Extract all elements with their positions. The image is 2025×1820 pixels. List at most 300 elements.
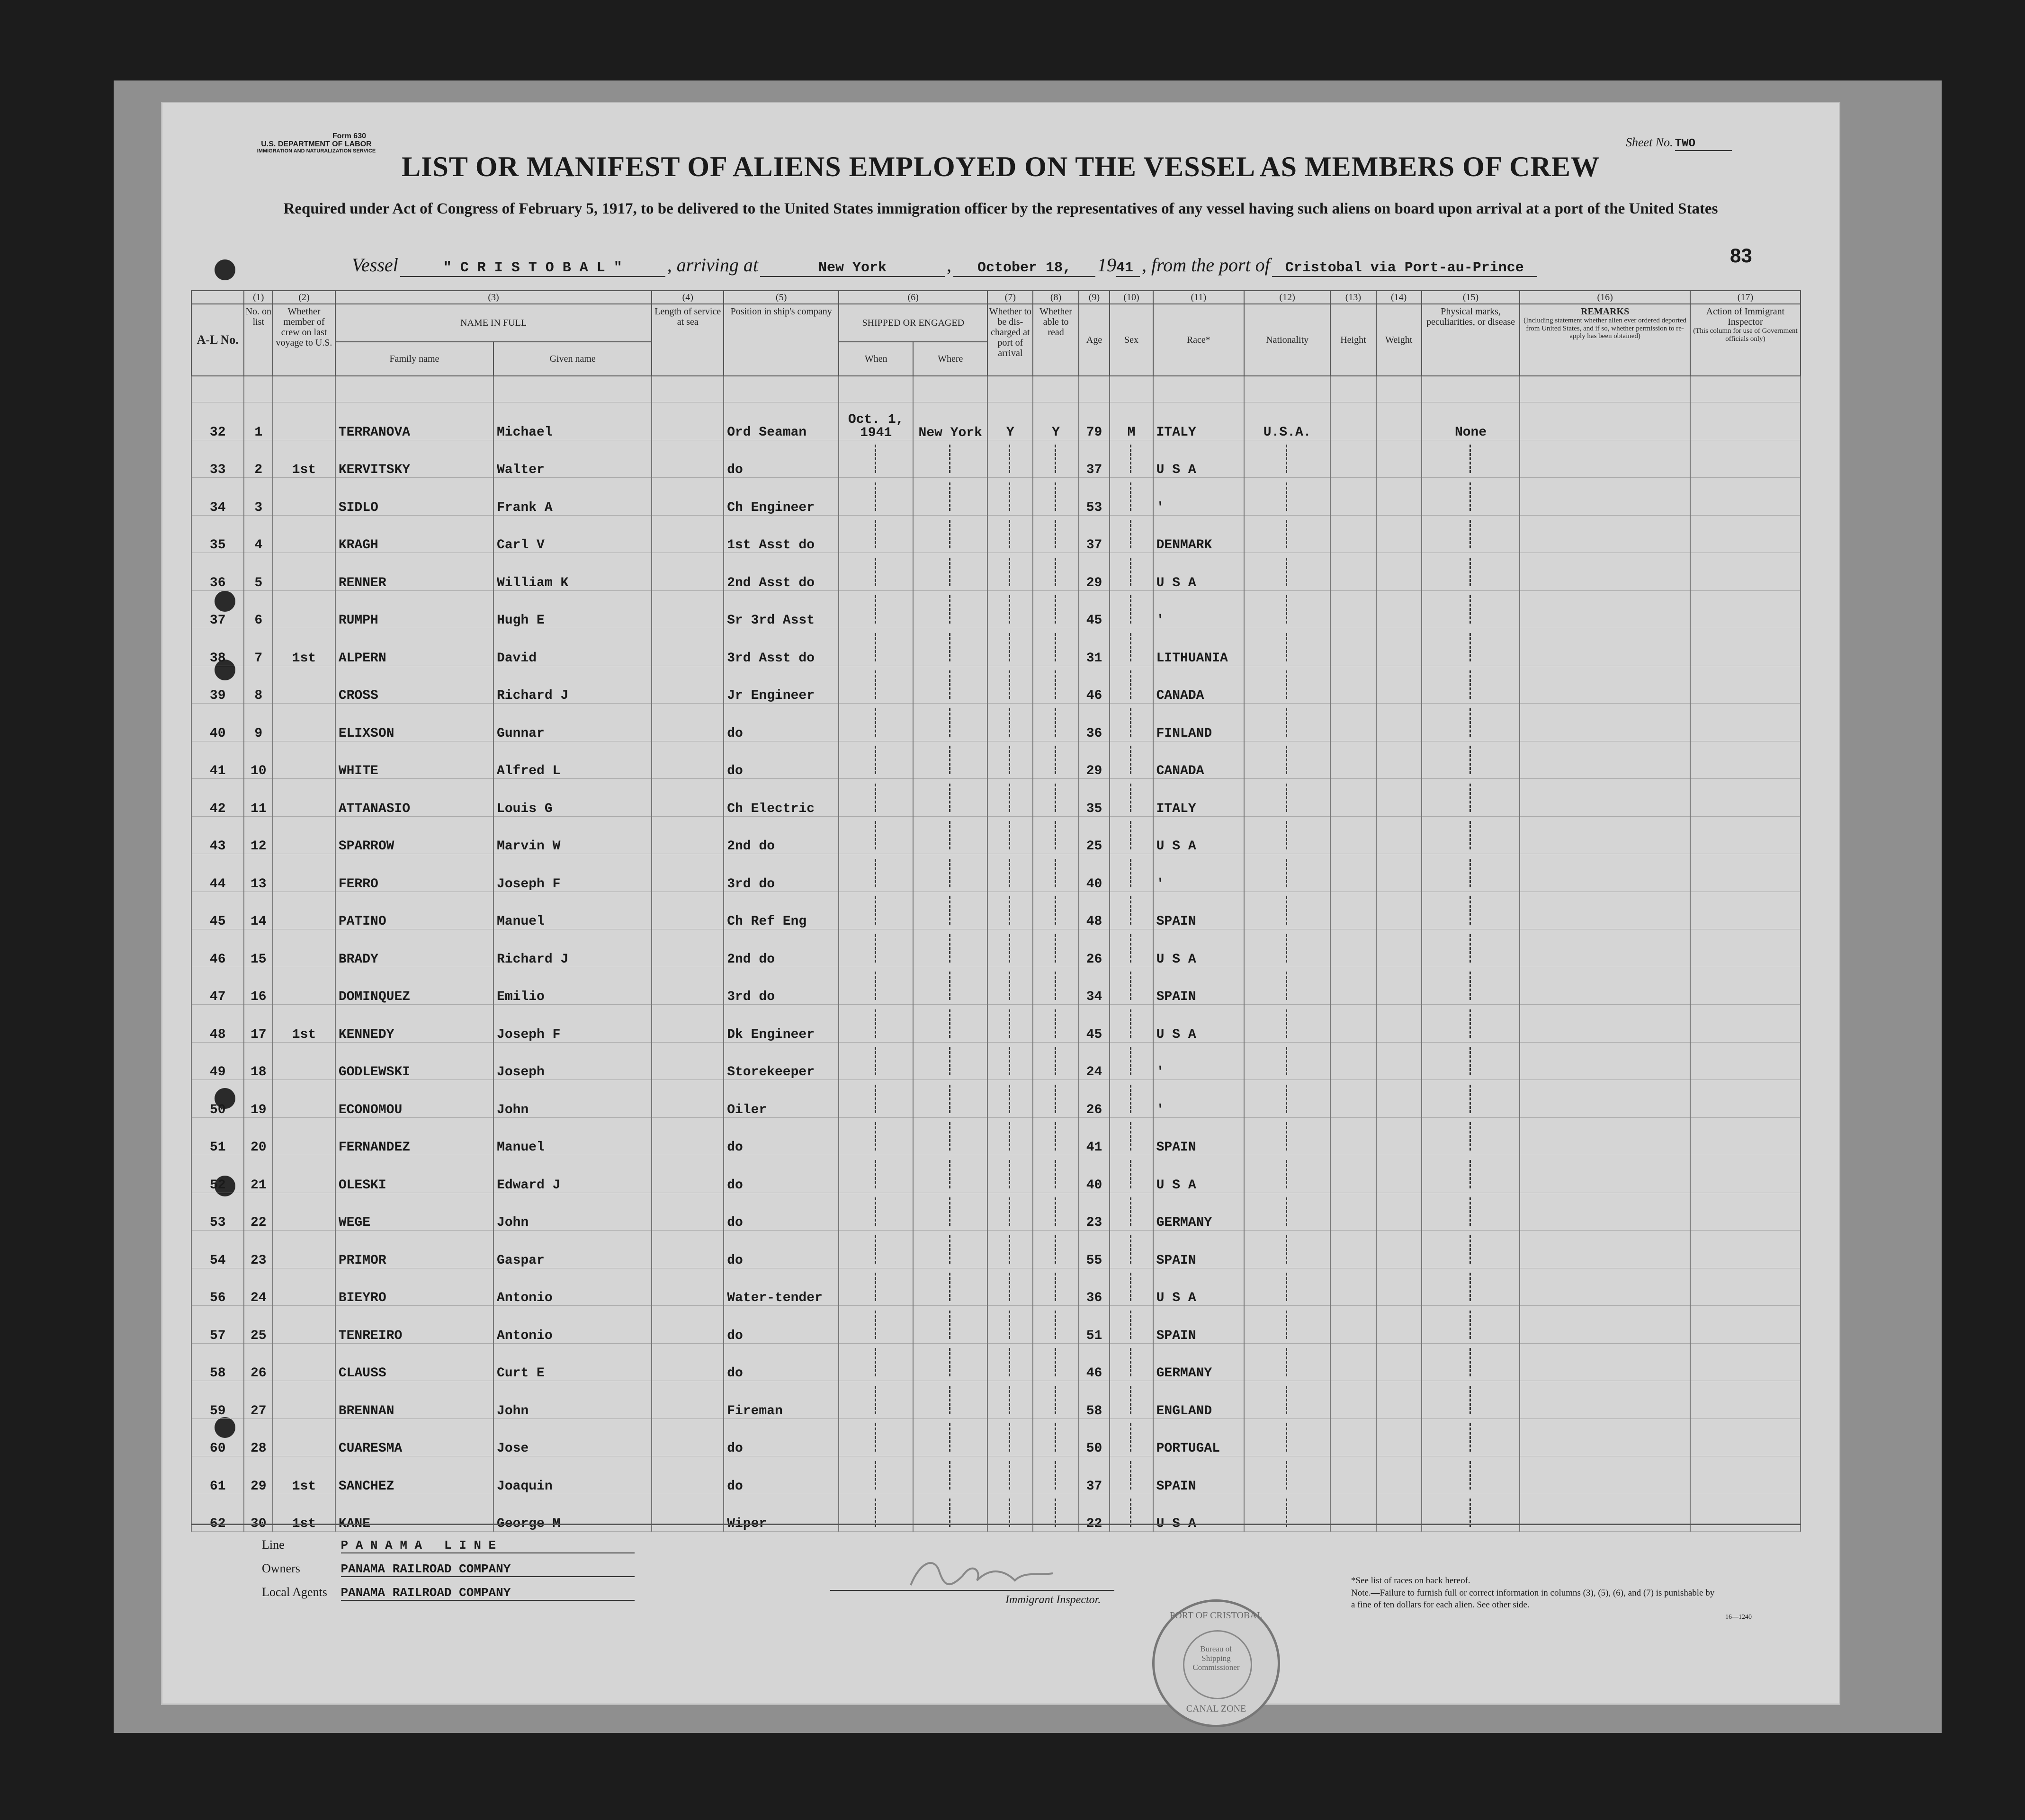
given-name-cell: Frank A — [493, 478, 652, 516]
last-voyage-cell — [273, 816, 335, 854]
sex-cell — [1110, 1268, 1153, 1306]
header-physical: Physical marks, peculiarities, or disease — [1422, 304, 1520, 376]
ditto-mark — [1009, 558, 1012, 586]
list-no-cell: 58 — [191, 1343, 244, 1381]
crew-row — [191, 515, 1801, 553]
where-cell — [913, 1381, 987, 1419]
length-service-cell — [652, 590, 724, 628]
given-name-cell: Louis G — [493, 779, 652, 817]
where-cell — [913, 1419, 987, 1456]
weight-cell — [1376, 1042, 1422, 1080]
ditto-mark — [1130, 1386, 1133, 1414]
inspector-signature — [901, 1543, 1129, 1599]
no-on-list-cell: 15 — [244, 929, 273, 967]
ditto-mark — [1130, 972, 1133, 1000]
list-no-cell: 54 — [191, 1231, 244, 1268]
able-read-cell — [1033, 1117, 1078, 1155]
list-no-cell: 36 — [191, 553, 244, 591]
ditto-mark — [1055, 746, 1057, 774]
given-name-cell: Joaquin — [493, 1456, 652, 1494]
race-cell: U S A — [1153, 553, 1244, 591]
height-cell — [1330, 816, 1376, 854]
nationality-cell — [1244, 1005, 1330, 1043]
crew-row — [191, 590, 1801, 628]
age-cell: 40 — [1079, 1155, 1110, 1193]
remarks-cell — [1520, 666, 1690, 704]
header-where: Where — [913, 342, 987, 376]
race-cell: SPAIN — [1153, 967, 1244, 1005]
family-name-cell: TERRANOVA — [335, 402, 493, 440]
ditto-mark — [1130, 1085, 1133, 1113]
ditto-mark — [949, 520, 952, 548]
ditto-mark — [1469, 1273, 1472, 1301]
given-name-cell: Alfred L — [493, 741, 652, 779]
age-cell: 22 — [1079, 1494, 1110, 1532]
page-subtitle: Required under Act of Congress of February 5, 1917, to be delivered to the United States immigration officer by the representatives of any vessel having such aliens on board upon arrival at a port of the United States — [283, 200, 1718, 217]
given-name-cell: Hugh E — [493, 590, 652, 628]
form-code: 16—1240 — [1725, 1614, 1752, 1621]
position-cell: Storekeeper — [724, 1042, 839, 1080]
crew-row — [191, 1193, 1801, 1231]
ditto-mark — [1009, 482, 1012, 511]
remarks-cell — [1520, 892, 1690, 929]
races-note: *See list of races on back hereof. — [1351, 1576, 1470, 1586]
race-cell: SPAIN — [1153, 1117, 1244, 1155]
sex-cell — [1110, 1117, 1153, 1155]
discharged-cell — [987, 1343, 1033, 1381]
where-cell — [913, 929, 987, 967]
vessel-label: Vessel — [352, 254, 398, 276]
colnum-16: (16) — [1520, 291, 1690, 304]
nationality-cell — [1244, 779, 1330, 817]
when-cell — [839, 704, 913, 741]
physical-cell — [1422, 854, 1520, 892]
ditto-mark — [1009, 1235, 1012, 1264]
race-cell: ' — [1153, 590, 1244, 628]
ditto-mark — [1469, 821, 1472, 849]
ditto-mark — [1130, 633, 1133, 661]
ditto-mark — [1130, 482, 1133, 511]
when-cell — [839, 854, 913, 892]
stamp-center-text: Bureau of Shipping Commissioner — [1192, 1644, 1240, 1672]
weight-cell — [1376, 1381, 1422, 1419]
sex-cell — [1110, 1456, 1153, 1494]
ditto-mark — [1009, 1122, 1012, 1151]
age-cell: 46 — [1079, 1343, 1110, 1381]
sex-cell — [1110, 1042, 1153, 1080]
ditto-mark — [949, 633, 952, 661]
where-cell — [913, 1306, 987, 1344]
age-cell: 79 — [1079, 402, 1110, 440]
ditto-mark — [1469, 633, 1472, 661]
ditto-mark — [875, 1423, 878, 1452]
ditto-mark — [1055, 1235, 1057, 1264]
discharged-cell — [987, 666, 1033, 704]
discharged-cell — [987, 628, 1033, 666]
ditto-mark — [1055, 1386, 1057, 1414]
crew-row — [191, 402, 1801, 440]
ditto-mark — [1130, 520, 1133, 548]
position-cell: 2nd Asst do — [724, 553, 839, 591]
action-cell — [1690, 402, 1801, 440]
ditto-mark — [949, 708, 952, 737]
able-read-cell — [1033, 967, 1078, 1005]
physical-cell — [1422, 1231, 1520, 1268]
height-cell — [1330, 1343, 1376, 1381]
ditto-mark — [875, 1122, 878, 1151]
able-read-cell — [1033, 1193, 1078, 1231]
age-cell: 34 — [1079, 967, 1110, 1005]
ditto-mark — [949, 1423, 952, 1452]
weight-cell — [1376, 741, 1422, 779]
discharged-cell — [987, 440, 1033, 478]
family-name-cell: SIDLO — [335, 478, 493, 516]
list-no-cell: 49 — [191, 1042, 244, 1080]
length-service-cell — [652, 1042, 724, 1080]
when-cell — [839, 967, 913, 1005]
position-cell: 2nd do — [724, 816, 839, 854]
sex-cell — [1110, 553, 1153, 591]
ditto-mark — [1286, 445, 1289, 473]
ditto-mark — [1130, 1047, 1133, 1075]
weight-cell — [1376, 1155, 1422, 1193]
remarks-cell — [1520, 704, 1690, 741]
no-on-list-cell: 23 — [244, 1231, 273, 1268]
sex-cell — [1110, 1080, 1153, 1118]
age-cell: 29 — [1079, 553, 1110, 591]
able-read-cell — [1033, 440, 1078, 478]
able-read-cell — [1033, 779, 1078, 817]
able-read-cell — [1033, 704, 1078, 741]
action-cell — [1690, 1268, 1801, 1306]
weight-cell — [1376, 892, 1422, 929]
discharged-cell — [987, 1381, 1033, 1419]
discharged-cell — [987, 854, 1033, 892]
colnum-6: (6) — [839, 291, 987, 304]
given-name-cell: Curt E — [493, 1343, 652, 1381]
length-service-cell — [652, 779, 724, 817]
last-voyage-cell — [273, 929, 335, 967]
last-voyage-cell — [273, 515, 335, 553]
family-name-cell: RENNER — [335, 553, 493, 591]
able-read-cell — [1033, 1343, 1078, 1381]
family-name-cell: KANE — [335, 1494, 493, 1532]
colnum-4: (4) — [652, 291, 724, 304]
list-no-cell: 62 — [191, 1494, 244, 1532]
agents-field — [262, 1585, 635, 1601]
family-name-cell: TENREIRO — [335, 1306, 493, 1344]
age-cell: 58 — [1079, 1381, 1110, 1419]
ditto-mark — [1286, 1122, 1289, 1151]
when-cell — [839, 1155, 913, 1193]
remarks-cell — [1520, 967, 1690, 1005]
physical-cell — [1422, 1381, 1520, 1419]
ditto-mark — [1130, 784, 1133, 812]
from-label: , from the port of — [1142, 254, 1270, 276]
action-cell — [1690, 929, 1801, 967]
able-read-cell — [1033, 478, 1078, 516]
given-name-cell: Richard J — [493, 666, 652, 704]
ditto-mark — [1286, 972, 1289, 1000]
ditto-mark — [1009, 1311, 1012, 1339]
list-no-cell: 57 — [191, 1306, 244, 1344]
header-list-no: A-L No. — [191, 304, 244, 376]
action-cell — [1690, 590, 1801, 628]
able-read-cell — [1033, 892, 1078, 929]
crew-row — [191, 779, 1801, 817]
race-cell: SPAIN — [1153, 1306, 1244, 1344]
given-name-cell: Joseph — [493, 1042, 652, 1080]
no-on-list-cell: 20 — [244, 1117, 273, 1155]
family-name-cell: BRENNAN — [335, 1381, 493, 1419]
ditto-mark — [875, 934, 878, 963]
action-cell — [1690, 1419, 1801, 1456]
race-cell: ITALY — [1153, 779, 1244, 817]
ditto-mark — [1286, 896, 1289, 925]
when-cell — [839, 1306, 913, 1344]
age-cell: 37 — [1079, 515, 1110, 553]
no-on-list-cell: 27 — [244, 1381, 273, 1419]
ditto-mark — [1469, 896, 1472, 925]
height-cell — [1330, 1042, 1376, 1080]
ditto-mark — [949, 934, 952, 963]
weight-cell — [1376, 704, 1422, 741]
sex-cell — [1110, 892, 1153, 929]
given-name-cell: Joseph F — [493, 854, 652, 892]
last-voyage-cell — [273, 892, 335, 929]
sex-cell — [1110, 779, 1153, 817]
list-no-cell: 38 — [191, 628, 244, 666]
discharged-cell — [987, 1042, 1033, 1080]
ditto-mark — [1130, 1122, 1133, 1151]
ditto-mark — [949, 821, 952, 849]
race-cell: ' — [1153, 1080, 1244, 1118]
colnum-17: (17) — [1690, 291, 1801, 304]
no-on-list-cell: 7 — [244, 628, 273, 666]
physical-cell — [1422, 553, 1520, 591]
arriving-label: , arriving at — [667, 254, 758, 276]
physical-cell — [1422, 892, 1520, 929]
last-voyage-cell: 1st — [273, 1456, 335, 1494]
ditto-mark — [1286, 934, 1289, 963]
no-on-list-cell: 9 — [244, 704, 273, 741]
family-name-cell: OLESKI — [335, 1155, 493, 1193]
page-number: 83 — [1730, 244, 1752, 267]
ditto-mark — [949, 445, 952, 473]
given-name-cell: David — [493, 628, 652, 666]
nationality-cell — [1244, 628, 1330, 666]
no-on-list-cell: 4 — [244, 515, 273, 553]
list-no-cell: 45 — [191, 892, 244, 929]
ditto-mark — [1055, 1197, 1057, 1226]
colnum-15: (15) — [1422, 291, 1520, 304]
ditto-mark — [1286, 821, 1289, 849]
physical-cell — [1422, 478, 1520, 516]
age-cell: 50 — [1079, 1419, 1110, 1456]
crew-row — [191, 1268, 1801, 1306]
remarks-cell — [1520, 1231, 1690, 1268]
able-read-cell — [1033, 1381, 1078, 1419]
header-age: Age — [1079, 304, 1110, 376]
sex-cell — [1110, 1381, 1153, 1419]
nationality-cell — [1244, 1080, 1330, 1118]
ditto-mark — [949, 1386, 952, 1414]
nationality-cell — [1244, 553, 1330, 591]
nationality-cell — [1244, 1381, 1330, 1419]
agents-value: PANAMA RAILROAD COMPANY — [341, 1586, 635, 1601]
ditto-mark — [1286, 859, 1289, 887]
ditto-mark — [1469, 746, 1472, 774]
arrival-port: New York — [760, 260, 945, 277]
header-length-service: Length of service at sea — [652, 304, 724, 376]
ditto-mark — [949, 595, 952, 624]
ditto-mark — [875, 1311, 878, 1339]
age-cell: 31 — [1079, 628, 1110, 666]
discharged-cell — [987, 1193, 1033, 1231]
ditto-mark — [1286, 1273, 1289, 1301]
weight-cell — [1376, 967, 1422, 1005]
age-cell: 37 — [1079, 1456, 1110, 1494]
race-cell: SPAIN — [1153, 1231, 1244, 1268]
race-cell: U S A — [1153, 440, 1244, 478]
where-cell — [913, 1042, 987, 1080]
family-name-cell: ELIXSON — [335, 704, 493, 741]
last-voyage-cell — [273, 967, 335, 1005]
nationality-cell — [1244, 1456, 1330, 1494]
family-name-cell: ALPERN — [335, 628, 493, 666]
given-name-cell: Walter — [493, 440, 652, 478]
discharged-cell — [987, 1005, 1033, 1043]
ditto-mark — [1130, 670, 1133, 699]
family-name-cell: WHITE — [335, 741, 493, 779]
discharged-cell — [987, 779, 1033, 817]
action-cell — [1690, 779, 1801, 817]
crew-row — [191, 816, 1801, 854]
ditto-mark — [875, 1009, 878, 1038]
position-cell: do — [724, 741, 839, 779]
ditto-mark — [949, 558, 952, 586]
ditto-mark — [1130, 1348, 1133, 1376]
when-cell — [839, 779, 913, 817]
when-cell — [839, 741, 913, 779]
ditto-mark — [1469, 1197, 1472, 1226]
given-name-cell: John — [493, 1193, 652, 1231]
remarks-cell — [1520, 628, 1690, 666]
ditto-mark — [1055, 1348, 1057, 1376]
header-weight: Weight — [1376, 304, 1422, 376]
length-service-cell — [652, 478, 724, 516]
nationality-cell — [1244, 892, 1330, 929]
family-name-cell: FERNANDEZ — [335, 1117, 493, 1155]
ditto-mark — [1055, 670, 1057, 699]
physical-cell — [1422, 440, 1520, 478]
no-on-list-cell: 17 — [244, 1005, 273, 1043]
ditto-mark — [875, 859, 878, 887]
weight-cell — [1376, 1080, 1422, 1118]
colnum-10: (10) — [1110, 291, 1153, 304]
ditto-mark — [949, 1197, 952, 1226]
ditto-mark — [949, 1273, 952, 1301]
last-voyage-cell — [273, 704, 335, 741]
ditto-mark — [1469, 859, 1472, 887]
age-cell: 48 — [1079, 892, 1110, 929]
no-on-list-cell: 29 — [244, 1456, 273, 1494]
ditto-mark — [1009, 1197, 1012, 1226]
given-name-cell: Manuel — [493, 892, 652, 929]
crew-row — [191, 1005, 1801, 1043]
physical-cell — [1422, 1343, 1520, 1381]
discharged-cell — [987, 1155, 1033, 1193]
no-on-list-cell: 22 — [244, 1193, 273, 1231]
height-cell — [1330, 1419, 1376, 1456]
sex-cell — [1110, 590, 1153, 628]
ditto-mark — [1286, 1423, 1289, 1452]
ditto-mark — [1469, 1235, 1472, 1264]
age-cell: 36 — [1079, 1268, 1110, 1306]
ditto-mark — [1009, 859, 1012, 887]
ditto-mark — [1286, 784, 1289, 812]
weight-cell — [1376, 478, 1422, 516]
ditto-mark — [1055, 896, 1057, 925]
when-cell — [839, 1268, 913, 1306]
height-cell — [1330, 590, 1376, 628]
ditto-mark — [1130, 1160, 1133, 1188]
discharged-cell — [987, 816, 1033, 854]
position-cell: Oiler — [724, 1080, 839, 1118]
given-name-cell: Marvin W — [493, 816, 652, 854]
able-read-cell — [1033, 1042, 1078, 1080]
ditto-mark — [1009, 1423, 1012, 1452]
header-sex: Sex — [1110, 304, 1153, 376]
sex-cell — [1110, 741, 1153, 779]
weight-cell — [1376, 929, 1422, 967]
ditto-mark — [1130, 859, 1133, 887]
length-service-cell — [652, 967, 724, 1005]
nationality-cell — [1244, 440, 1330, 478]
length-service-cell — [652, 1268, 724, 1306]
ditto-mark — [949, 859, 952, 887]
remarks-cell — [1520, 1268, 1690, 1306]
age-cell: 24 — [1079, 1042, 1110, 1080]
able-read-cell — [1033, 628, 1078, 666]
family-name-cell: ECONOMOU — [335, 1080, 493, 1118]
ditto-mark — [1009, 1009, 1012, 1038]
departure-port: Cristobal via Port-au-Prince — [1272, 260, 1537, 277]
ditto-mark — [1469, 972, 1472, 1000]
action-cell — [1690, 854, 1801, 892]
race-cell: SPAIN — [1153, 892, 1244, 929]
column-number-row — [191, 291, 1801, 304]
position-cell: Ch Electric — [724, 779, 839, 817]
last-voyage-cell — [273, 1193, 335, 1231]
crew-rows — [191, 376, 1801, 1532]
physical-cell — [1422, 1155, 1520, 1193]
length-service-cell — [652, 440, 724, 478]
ditto-mark — [1055, 1122, 1057, 1151]
sex-cell: M — [1110, 402, 1153, 440]
position-cell: do — [724, 1419, 839, 1456]
ditto-mark — [949, 1160, 952, 1188]
weight-cell — [1376, 666, 1422, 704]
length-service-cell — [652, 628, 724, 666]
ditto-mark — [1286, 708, 1289, 737]
race-cell: ' — [1153, 1042, 1244, 1080]
header-shipped: SHIPPED OR ENGAGED — [839, 304, 987, 342]
arrival-year: 41 — [1116, 260, 1140, 277]
ditto-mark — [875, 595, 878, 624]
colnum-8: (8) — [1033, 291, 1078, 304]
no-on-list-cell: 28 — [244, 1419, 273, 1456]
